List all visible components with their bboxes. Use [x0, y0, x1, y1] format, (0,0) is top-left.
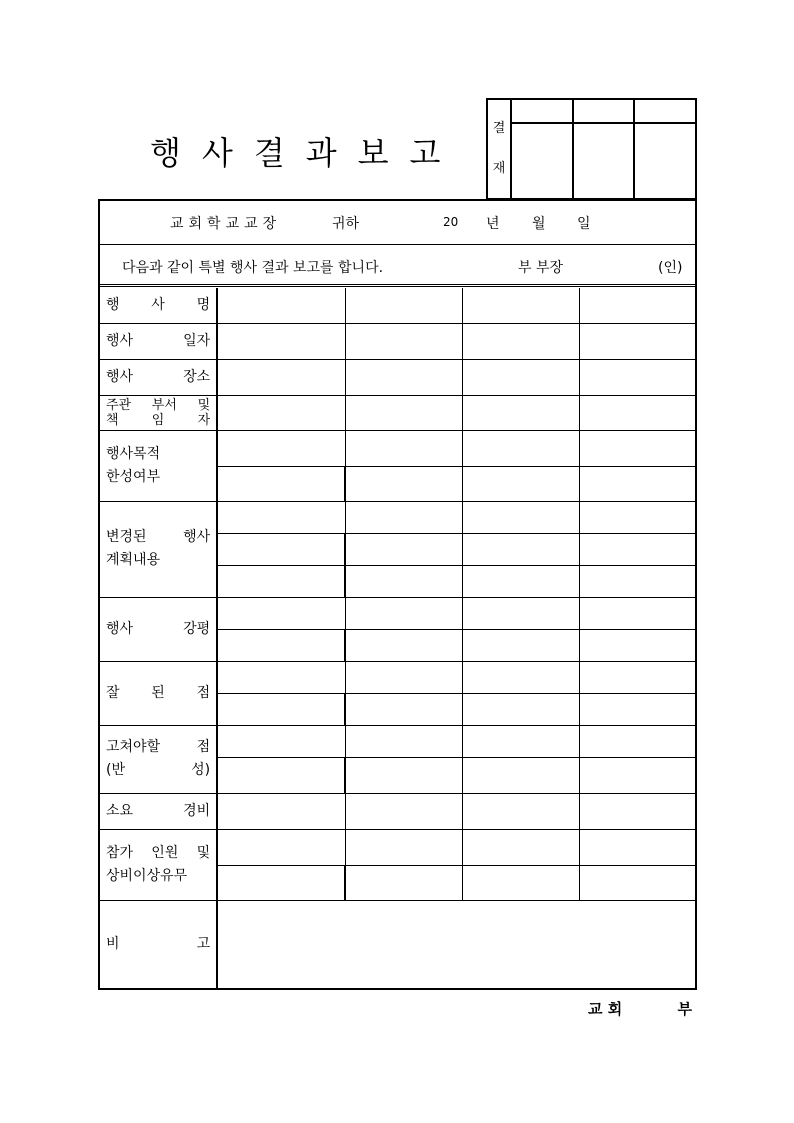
entry-cell[interactable]	[463, 288, 580, 323]
entry-cell[interactable]	[579, 629, 695, 661]
remarks-cell[interactable]	[217, 900, 695, 988]
label-organizer-line1: 주관 부서 및	[106, 397, 211, 413]
label-event-place: 행사 장소	[100, 359, 217, 395]
approval-sign-cell[interactable]	[573, 123, 635, 199]
entry-cell[interactable]	[579, 661, 695, 693]
entry-cell[interactable]	[579, 725, 695, 757]
label-good-points: 잘 된 점	[100, 661, 217, 725]
label-purpose	[100, 430, 217, 501]
entry-cell[interactable]	[463, 359, 580, 395]
entry-cell[interactable]	[579, 466, 695, 501]
entry-cell[interactable]	[217, 395, 345, 430]
dept-head: 부 부장	[518, 260, 564, 276]
approval-label-1: 결	[492, 121, 506, 136]
label-plan-changes	[100, 501, 217, 597]
entry-cell[interactable]	[579, 430, 695, 466]
document-title: 행사결과보고	[150, 134, 462, 172]
entry-cell[interactable]	[463, 693, 580, 725]
footer	[588, 998, 692, 1019]
entry-cell[interactable]	[463, 725, 580, 757]
label-organizer	[100, 395, 217, 430]
entry-cell[interactable]	[463, 430, 580, 466]
entry-cell[interactable]	[217, 829, 345, 865]
month-label: 월	[532, 216, 546, 232]
entry-cell[interactable]	[345, 501, 463, 533]
entry-cell[interactable]	[345, 793, 463, 829]
label-plan-changes-line2: 계획내용	[106, 552, 161, 568]
label-event-name: 행 사 명	[100, 288, 217, 323]
entry-cell[interactable]	[463, 395, 580, 430]
honorific: 귀하	[332, 216, 360, 232]
entry-cell[interactable]	[463, 565, 580, 597]
entry-cell[interactable]	[217, 629, 345, 661]
footer-dept: 부	[677, 1000, 692, 1018]
entry-cell[interactable]	[217, 793, 345, 829]
entry-cell[interactable]	[217, 693, 345, 725]
entry-cell[interactable]	[463, 533, 580, 565]
entry-cell[interactable]	[345, 725, 463, 757]
entry-cell[interactable]	[463, 661, 580, 693]
entry-cell[interactable]	[217, 359, 345, 395]
statement: 다음과 같이 특별 행사 결과 보고를 합니다.	[122, 260, 384, 276]
label-attendance-line2: 상비이상유무	[106, 867, 188, 884]
addressee-row	[100, 201, 695, 245]
entry-cell[interactable]	[217, 501, 345, 533]
entry-cell[interactable]	[579, 693, 695, 725]
entry-cell[interactable]	[463, 629, 580, 661]
entry-cell[interactable]	[217, 865, 345, 900]
entry-cell[interactable]	[345, 693, 463, 725]
label-improvements-line1: 고쳐야할 점	[106, 739, 211, 755]
report-table	[100, 288, 695, 988]
label-improvements-line2: (반 성)	[106, 762, 211, 778]
entry-cell[interactable]	[463, 865, 580, 900]
label-event-date: 행사 일자	[100, 323, 217, 359]
approval-title-cell[interactable]	[511, 99, 573, 123]
entry-cell[interactable]	[463, 829, 580, 865]
entry-cell[interactable]	[217, 466, 345, 501]
statement-row	[100, 245, 695, 287]
entry-cell[interactable]	[579, 395, 695, 430]
entry-cell[interactable]	[579, 597, 695, 629]
entry-cell[interactable]	[345, 288, 463, 323]
entry-cell[interactable]	[579, 757, 695, 793]
year-prefix: 20	[443, 215, 459, 229]
report-form	[98, 199, 697, 990]
label-organizer-line2: 책 임 자	[106, 412, 211, 428]
approval-sign-cell[interactable]	[511, 123, 573, 199]
entry-cell[interactable]	[345, 629, 463, 661]
approval-label	[487, 99, 511, 199]
label-improvements	[100, 725, 217, 793]
entry-cell[interactable]	[463, 597, 580, 629]
entry-cell[interactable]	[579, 829, 695, 865]
year-label: 년	[486, 216, 500, 232]
entry-cell[interactable]	[579, 565, 695, 597]
approval-sign-cell[interactable]	[634, 123, 696, 199]
entry-cell[interactable]	[345, 359, 463, 395]
label-review: 행사 강평	[100, 597, 217, 661]
entry-cell[interactable]	[345, 323, 463, 359]
label-expenses: 소요 경비	[100, 793, 217, 829]
entry-cell[interactable]	[345, 533, 463, 565]
entry-cell[interactable]	[217, 565, 345, 597]
entry-cell[interactable]	[345, 395, 463, 430]
entry-cell[interactable]	[345, 829, 463, 865]
entry-cell[interactable]	[217, 533, 345, 565]
entry-cell[interactable]	[217, 597, 345, 629]
label-remarks: 비 고	[100, 900, 217, 988]
entry-cell[interactable]	[345, 466, 463, 501]
entry-cell[interactable]	[345, 597, 463, 629]
entry-cell[interactable]	[217, 661, 345, 693]
entry-cell[interactable]	[463, 501, 580, 533]
footer-church: 교 회	[588, 1000, 623, 1018]
entry-cell[interactable]	[345, 661, 463, 693]
day-label: 일	[577, 216, 591, 232]
entry-cell[interactable]	[217, 725, 345, 757]
label-purpose-line1: 행사목적	[106, 445, 161, 462]
entry-cell[interactable]	[579, 323, 695, 359]
entry-cell[interactable]	[217, 288, 345, 323]
entry-cell[interactable]	[463, 793, 580, 829]
approval-label-2: 재	[492, 161, 506, 176]
entry-cell[interactable]	[345, 565, 463, 597]
entry-cell[interactable]	[345, 865, 463, 900]
entry-cell[interactable]	[463, 466, 580, 501]
entry-cell[interactable]	[463, 323, 580, 359]
label-purpose-line2: 한성여부	[106, 468, 161, 485]
approval-title-cell[interactable]	[634, 99, 696, 123]
approval-title-cell[interactable]	[573, 99, 635, 123]
entry-cell[interactable]	[463, 757, 580, 793]
entry-cell[interactable]	[579, 793, 695, 829]
entry-cell[interactable]	[579, 359, 695, 395]
approval-box	[486, 98, 697, 200]
label-plan-changes-line1: 변경된 행사	[106, 529, 211, 545]
entry-cell[interactable]	[217, 757, 345, 793]
label-attendance-line1: 참가 인원 및	[106, 844, 211, 861]
entry-cell[interactable]	[345, 757, 463, 793]
entry-cell[interactable]	[579, 865, 695, 900]
entry-cell[interactable]	[345, 430, 463, 466]
seal-mark: (인)	[658, 260, 683, 276]
label-attendance	[100, 829, 217, 900]
addressee: 교회학교교장	[170, 216, 282, 232]
entry-cell[interactable]	[579, 533, 695, 565]
entry-cell[interactable]	[579, 288, 695, 323]
entry-cell[interactable]	[217, 430, 345, 466]
entry-cell[interactable]	[579, 501, 695, 533]
entry-cell[interactable]	[217, 323, 345, 359]
